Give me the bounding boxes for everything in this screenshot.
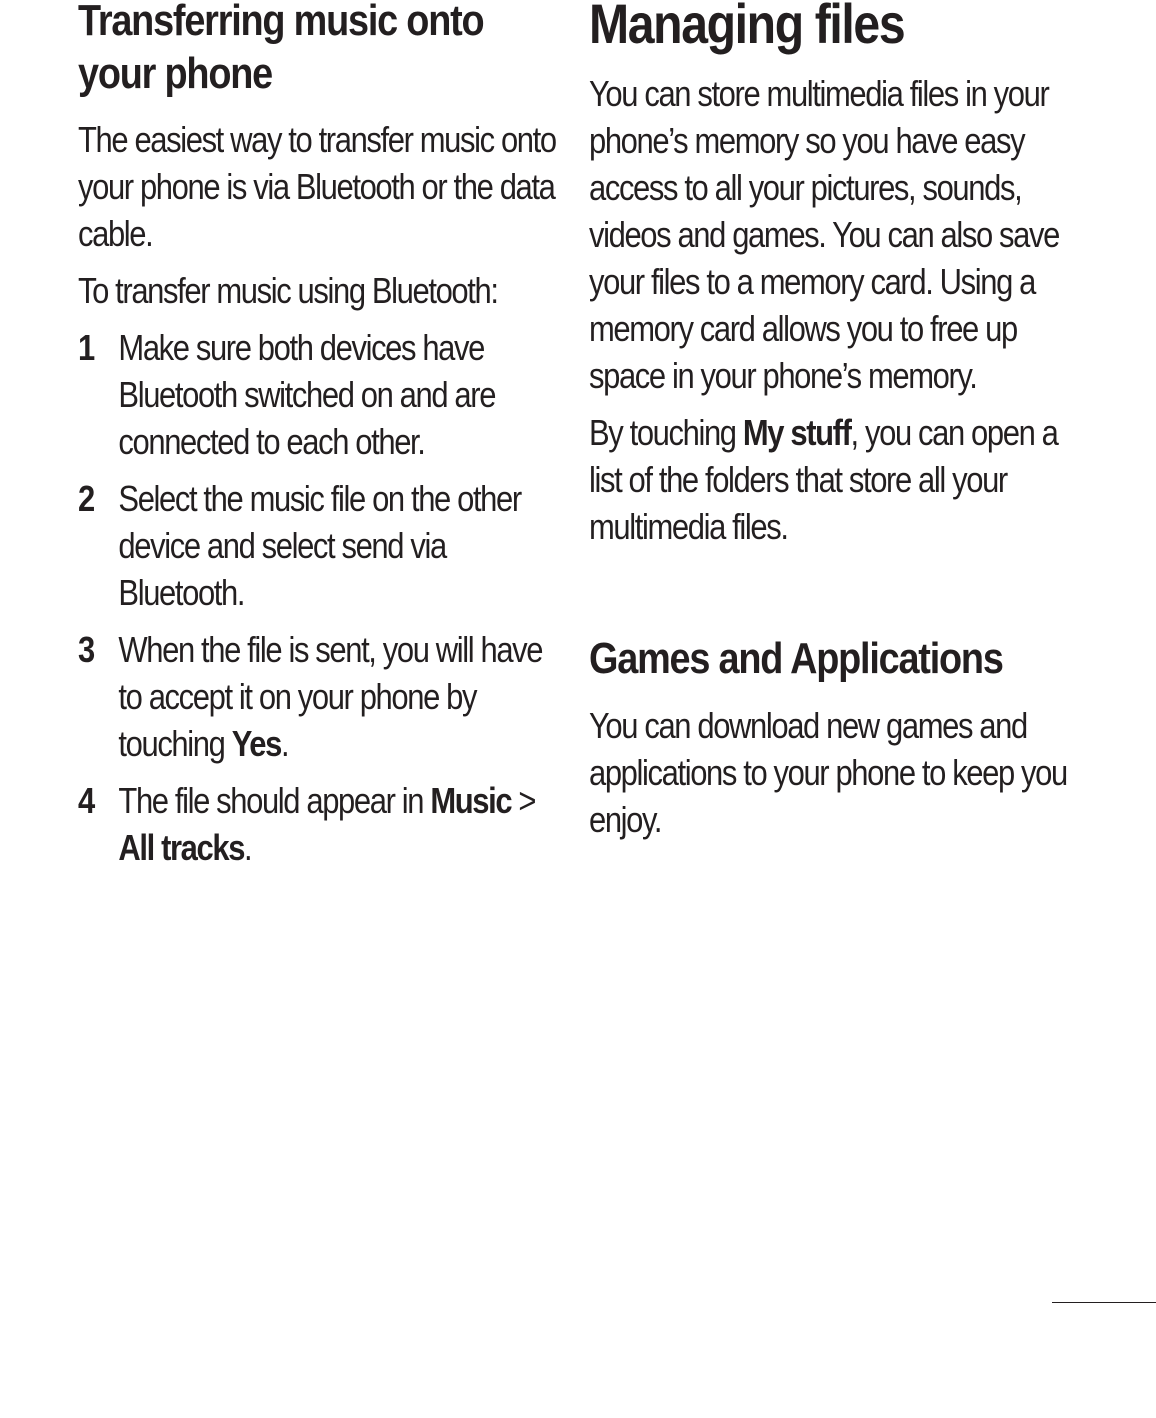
step-number: 1 — [78, 327, 94, 368]
step-item — [78, 626, 558, 767]
step-text: Make sure both devices have Bluetooth switched on and are connected to each other. — [118, 327, 496, 462]
steps-list — [78, 324, 558, 871]
games-paragraph: You can download new games and applications to your phone to keep you enjoy. — [589, 705, 1067, 840]
section-heading-games-applications: Games and Applications — [589, 634, 1003, 683]
step-bold-yes: Yes — [231, 723, 281, 764]
step-text: Select the music file on the other device and select send via Bluetooth. — [118, 478, 521, 613]
step-text: The file should appear in — [118, 780, 431, 821]
step-text-end: . — [280, 723, 289, 764]
my-stuff-paragraph — [589, 409, 1069, 550]
step-bold-music: Music — [430, 780, 512, 821]
step-number: 2 — [78, 478, 94, 519]
games-body — [589, 702, 1069, 843]
step-number: 4 — [78, 780, 94, 821]
step-separator: > — [511, 780, 536, 821]
right-body — [589, 70, 1069, 550]
my-stuff-bold: My stuff — [742, 412, 851, 453]
step-text: When the file is sent, you will have to accept it on your phone by touching — [118, 629, 543, 764]
my-stuff-text: By touching — [589, 412, 743, 453]
lead-paragraph: To transfer music using Bluetooth: — [78, 270, 498, 311]
step-item — [78, 777, 558, 871]
step-number: 3 — [78, 629, 94, 670]
section-heading-managing-files: Managing files — [589, 0, 905, 55]
intro-paragraph: The easiest way to transfer music onto your phone is via Bluetooth or the data cable. — [78, 119, 556, 254]
step-item — [78, 324, 558, 465]
step-item — [78, 475, 558, 616]
step-text-end: . — [244, 827, 252, 868]
section-heading-transferring-music: Transferring music onto your phone — [78, 0, 484, 98]
managing-files-paragraph: You can store multimedia files in your phone’s memory so you have easy access to all your pictures, sounds, videos and games. You can also save your files to a memory card. Using a memory card allows you to free up space in your phone’s memory. — [589, 73, 1059, 396]
my-stuff-text-end: , you can open a list of the folders that store all your multimedia files. — [589, 412, 1058, 547]
left-body — [78, 116, 558, 871]
step-bold-all-tracks: All tracks — [118, 827, 245, 868]
footer-rule — [1052, 1302, 1156, 1303]
